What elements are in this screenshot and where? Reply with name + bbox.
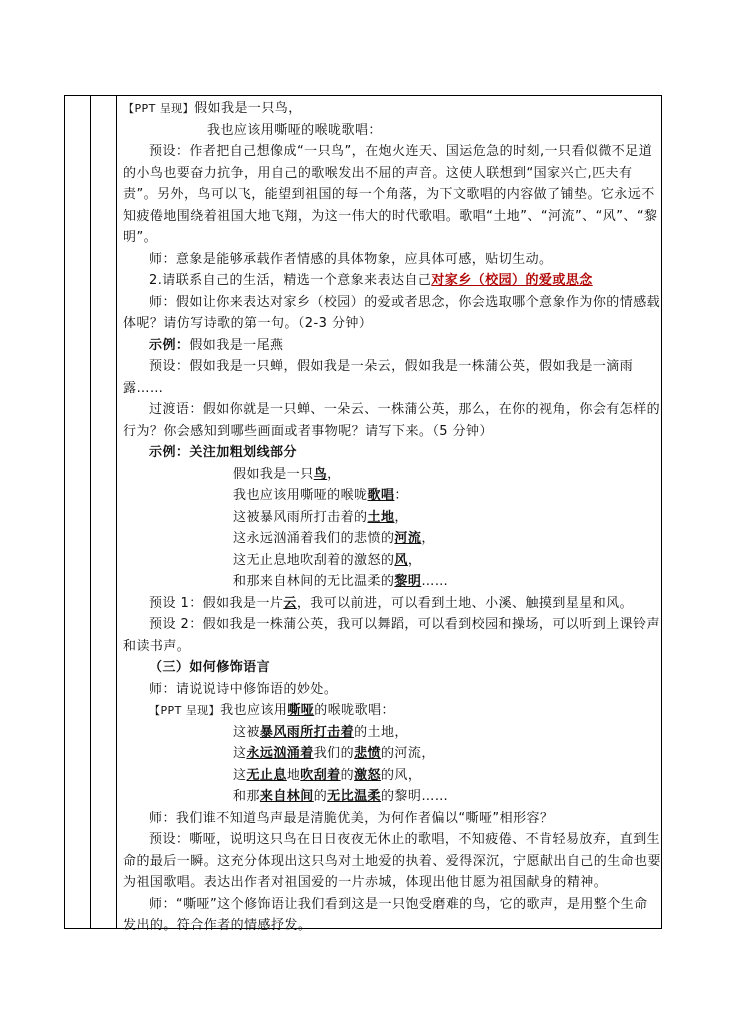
modifier-line-2: 这永远汹涌着我们的悲愤的河流， <box>233 746 435 761</box>
modifier-line-4: 和那来自林间的无比温柔的黎明…… <box>233 789 449 804</box>
preset-1: 预设 1：假如我是一片云，我可以前进，可以看到土地、小溪、触摸到星星和风。 <box>149 595 634 611</box>
column-divider-2 <box>116 96 117 928</box>
poem-line-6: 和那来自林间的无比温柔的黎明…… <box>233 574 449 589</box>
column-divider-1 <box>90 96 91 928</box>
transition-paragraph: 过渡语：假如你就是一只蝉、一朵云、一株蒲公英，那么，在你的视角，你会有怎样的行为？你会感知到哪些画面或者事物呢？请写下来。（5 分钟） <box>123 402 661 439</box>
ppt-line-2: 我也应该用嘶哑的喉咙歌唱： <box>207 122 382 138</box>
preset-paragraph-3: 预设：嘶哑，说明这只鸟在日日夜夜无休止的歌唱，不知疲倦、不肯轻易放弃，直到生命的最后一瞬。这充分体现出这只鸟对土地爱的执着、爱得深沉，宁愿献出自己的生命也要为祖国歌唱。表达出作者对祖国爱的一片赤城，体现出他甘愿为祖国献身的精神。 <box>123 832 662 890</box>
preset-2: 预设 2：假如我是一株蒲公英，我可以舞蹈，可以看到校园和操场，可以听到上课铃声和读书声。 <box>123 617 660 654</box>
task-2: 2.请联系自己的生活，精选一个意象来表达自己对家乡（校园）的爱或思念 <box>149 273 593 288</box>
teacher-summary: 师：“嘶哑”这个修饰语让我们看到这是一只饱受磨难的鸟，它的歌声，是用整个生命发出的。符合作者的情感抒发。 <box>123 896 648 933</box>
ppt-line-3: 【PPT 呈现】我也应该用嘶哑的喉咙歌唱： <box>149 703 395 718</box>
modifier-line-1: 这被暴风雨所打击着的土地， <box>233 724 408 740</box>
preset-paragraph-2: 预设：假如我是一只蝉，假如我是一朵云，假如我是一株蒲公英，假如我是一滴雨露…… <box>123 359 634 396</box>
teacher-note-1: 师：意象是能够承载作者情感的具体物象，应具体可感，贴切生动。 <box>149 251 553 267</box>
example-2: 示例：关注加粗划线部分 <box>149 445 297 460</box>
section-heading-3: （三）如何修饰语言 <box>149 660 271 675</box>
poem-line-4: 这永远汹涌着我们的悲愤的河流， <box>233 531 435 546</box>
teacher-question-2: 师：我们谁不知道鸟声最是清脆优美，为何作者偏以“嘶哑”相形容？ <box>149 810 554 826</box>
preset-paragraph-1: 预设：作者把自己想像成“一只鸟”，在炮火连天、国运危急的时刻,一只看似微不足道的小鸟也要奋力抗争，用自己的歌喉发出不屈的声音。这使人联想到“国家兴亡,匹夫有责”。另外，鸟可以飞，能望到祖国的每一个角落，为下文歌唱的内容做了铺垫。它永远不知疲倦地围绕着祖国大地飞翔，为这一伟大的时代歌唱。歌唱“土地”、“河流”、“风”、“黎明”。 <box>123 144 658 245</box>
poem-line-1: 假如我是一只鸟， <box>233 466 341 482</box>
teacher-note-2: 师：假如让你来表达对家乡（校园）的爱或者思念，你会选取哪个意象作为你的情感载体呢？请仿写诗歌的第一句。（2-3 分钟） <box>123 294 661 331</box>
ppt-line-1: 【PPT 呈现】假如我是一只鸟， <box>123 101 302 116</box>
poem-line-5: 这无止息地吹刮着的激怒的风， <box>233 552 422 568</box>
poem-line-3: 这被暴风雨所打击着的土地， <box>233 509 408 525</box>
example-1: 示例：假如我是一尾燕 <box>149 337 284 353</box>
modifier-line-3: 这无止息地吹刮着的激怒的风， <box>233 767 422 783</box>
lesson-content <box>123 98 661 937</box>
teacher-question: 师：请说说诗中修饰语的妙处。 <box>149 681 338 697</box>
lesson-table <box>64 95 662 933</box>
poem-line-2: 我也应该用嘶哑的喉咙歌唱： <box>233 488 408 503</box>
